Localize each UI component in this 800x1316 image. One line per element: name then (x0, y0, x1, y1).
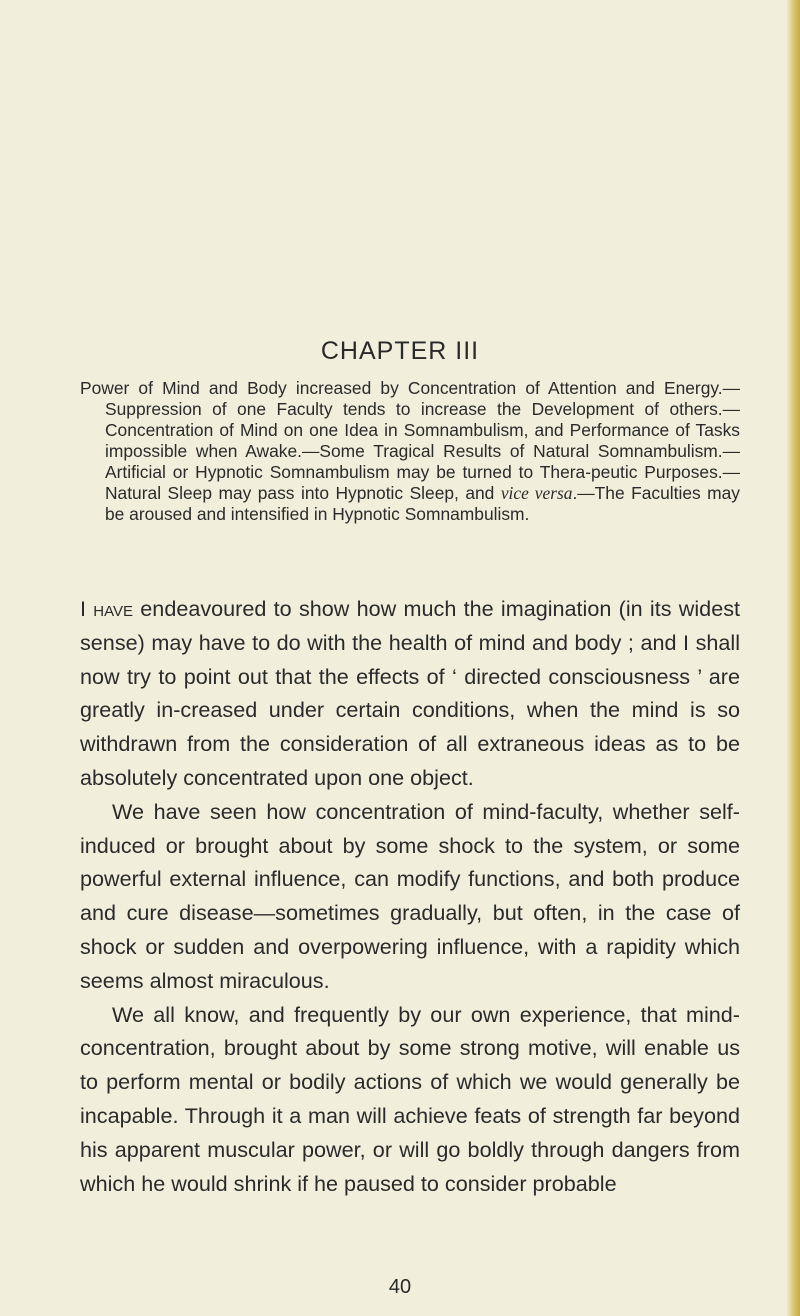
paragraph-3: We all know, and frequently by our own experience, that mind-concentration, brought about by some strong motive, will enable us to perform mental or bodily actions of which we would generally be incapable. Through it a man will achieve feats of strength far beyond his apparent muscular power, or will go boldly through dangers from which he would shrink if he paused to consider probable (80, 1001, 740, 1196)
page-number: 40 (388, 1276, 412, 1298)
chapter-summary (80, 378, 740, 525)
summary-text-part2: .—The Faculties may be aroused and intensified in Hypnotic Somnambulism. (105, 483, 740, 524)
page-edge-shadow (786, 0, 800, 1316)
summary-italic-phrase: vice versa (500, 483, 573, 503)
paragraph-1-text: endeavoured to show how much the imagination (in its widest sense) may have to do with the health of mind and body ; and I shall now try to point out that the effects of ‘ directed consciousness ’ are greatly in-creased under certain conditions, when the mind is so withdrawn from the consideration of all extraneous ideas as to be absolutely concentrated upon one object. (80, 596, 740, 790)
summary-text-part1: Power of Mind and Body increased by Concentration of Attention and Energy.—Suppression of one Faculty tends to increase the Development of others.—Concentration of Mind on one Idea in Somnambulism, and Performance of Tasks impossible when Awake.—Some Tragical Results of Natural Somnambulism.—Artificial or Hypnotic Somnambulism may be turned to Thera-peutic Purposes.—Natural Sleep may pass into Hypnotic Sleep, and (80, 378, 740, 503)
paragraph-1-lead: I have (80, 596, 134, 621)
body-text (80, 592, 740, 1200)
chapter-heading: CHAPTER III (320, 337, 480, 365)
paragraph-2: We have seen how concentration of mind-faculty, whether self-induced or brought about by some shock to the system, or some powerful external influence, can modify functions, and both produce and cure disease—sometimes gradually, but often, in the case of shock or sudden and overpowering influence, with a rapidity which seems almost miraculous. (80, 798, 740, 993)
paragraph-1 (80, 592, 740, 795)
chapter-summary-text (80, 378, 740, 525)
